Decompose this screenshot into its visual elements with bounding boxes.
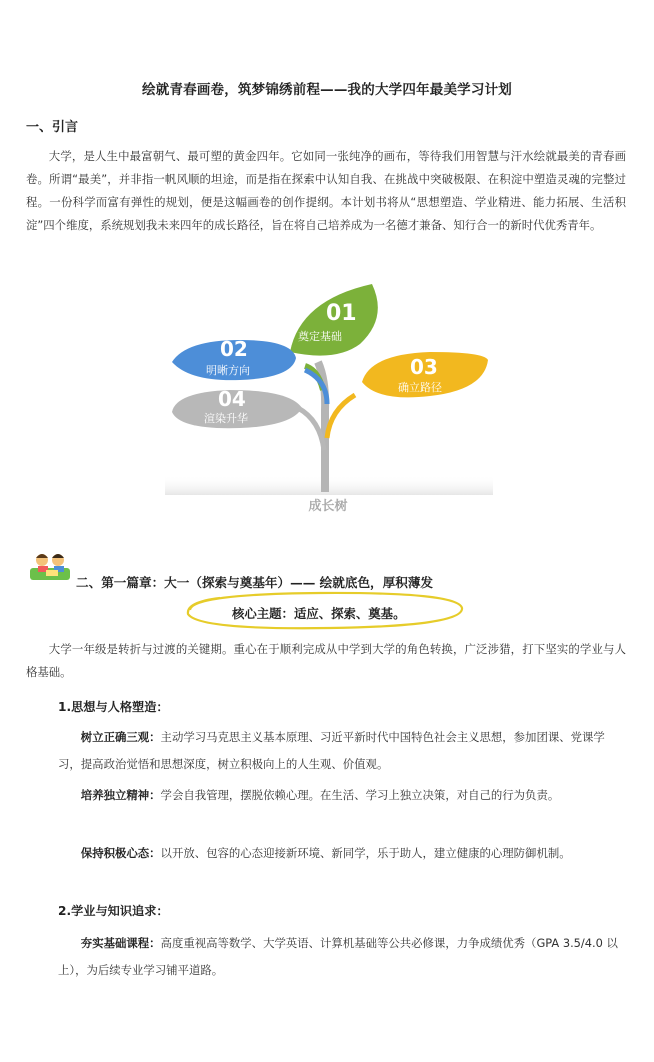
leaf-02-number: 02 xyxy=(220,337,248,361)
leaf-04-number: 04 xyxy=(218,387,246,411)
branch-03 xyxy=(327,395,355,438)
item-text: 学会自我管理，摆脱依赖心理。在生活、学习上独立决策，对自己的行为负责。 xyxy=(160,788,560,802)
item-label: 保持积极心态： xyxy=(80,846,161,860)
reading-kids-icon xyxy=(28,548,76,584)
leaf-01-number: 01 xyxy=(326,301,357,326)
leaf-04 xyxy=(172,387,302,428)
list-item xyxy=(58,930,624,984)
leaf-03-label: 确立路径 xyxy=(398,381,442,394)
leaf-02-label: 明晰方向 xyxy=(206,364,250,377)
subsection-heading-2: 2.学业与知识追求： xyxy=(58,904,169,918)
leaf-03 xyxy=(362,352,488,397)
list-item xyxy=(58,782,624,809)
chapter-theme: 核心主题：适应、探索、奠基。 xyxy=(232,606,406,621)
item-text: 以开放、包容的心态迎接新环境、新同学，乐于助人，建立健康的心理防御机制。 xyxy=(160,846,571,860)
chapter-paragraph: 大学一年级是转折与过渡的关键期。重心在于顺利完成从中学到大学的角色转换，广泛涉猎，打下坚实的学业与人格基础。 xyxy=(26,642,626,679)
tree-caption: 成长树 xyxy=(308,499,348,514)
item-label: 夯实基础课程： xyxy=(80,936,161,950)
item-label: 树立正确三观： xyxy=(80,730,161,744)
growth-tree-diagram xyxy=(0,270,654,520)
document-title: 绘就青春画卷，筑梦锦绣前程——我的大学四年最美学习计划 xyxy=(142,82,512,98)
leaf-01-label: 奠定基础 xyxy=(298,330,342,343)
item-text: 高度重视高等数学、大学英语、计算机基础等公共必修课，力争成绩优秀（GPA 3.5/4.0 以上），为后续专业学习铺平道路。 xyxy=(58,936,618,977)
intro-paragraph: 大学，是人生中最富朝气、最可塑的黄金四年。它如同一张纯净的画布，等待我们用智慧与汗水绘就最美的青春画卷。所谓“最美”，并非指一帆风顺的坦途，而是指在探索中认知自我、在挑战中突破极限、在积淀中塑造灵魂的完整过程。一份科学而富有弹性的规划，便是这幅画卷的创作提纲。本计划书将从“思想塑造、学业精进、能力拓展、生活积淀”四个维度，系统规划我未来四年的成长路径，旨在将自己培养成为一名德才兼备、知行合一的新时代优秀青年。 xyxy=(26,149,626,232)
branch-04 xyxy=(298,408,324,450)
subsection-heading-1: 1.思想与人格塑造： xyxy=(58,700,169,714)
section-heading-intro: 一、引言 xyxy=(26,120,79,135)
list-item xyxy=(58,724,624,778)
leaf-02 xyxy=(172,337,296,380)
list-item xyxy=(58,840,624,867)
item-label: 培养独立精神： xyxy=(80,788,161,802)
item-text: 主动学习马克思主义基本原理、习近平新时代中国特色社会主义思想，参加团课、党课学习，提高政治觉悟和思想深度，树立积极向上的人生观、价值观。 xyxy=(58,730,605,771)
leaf-01 xyxy=(290,284,378,356)
leaf-04-label: 渲染升华 xyxy=(204,412,248,425)
chapter-heading: 二、第一篇章：大一（探索与奠基年）—— 绘就底色，厚积薄发 xyxy=(76,575,434,590)
leaf-03-number: 03 xyxy=(410,355,438,379)
